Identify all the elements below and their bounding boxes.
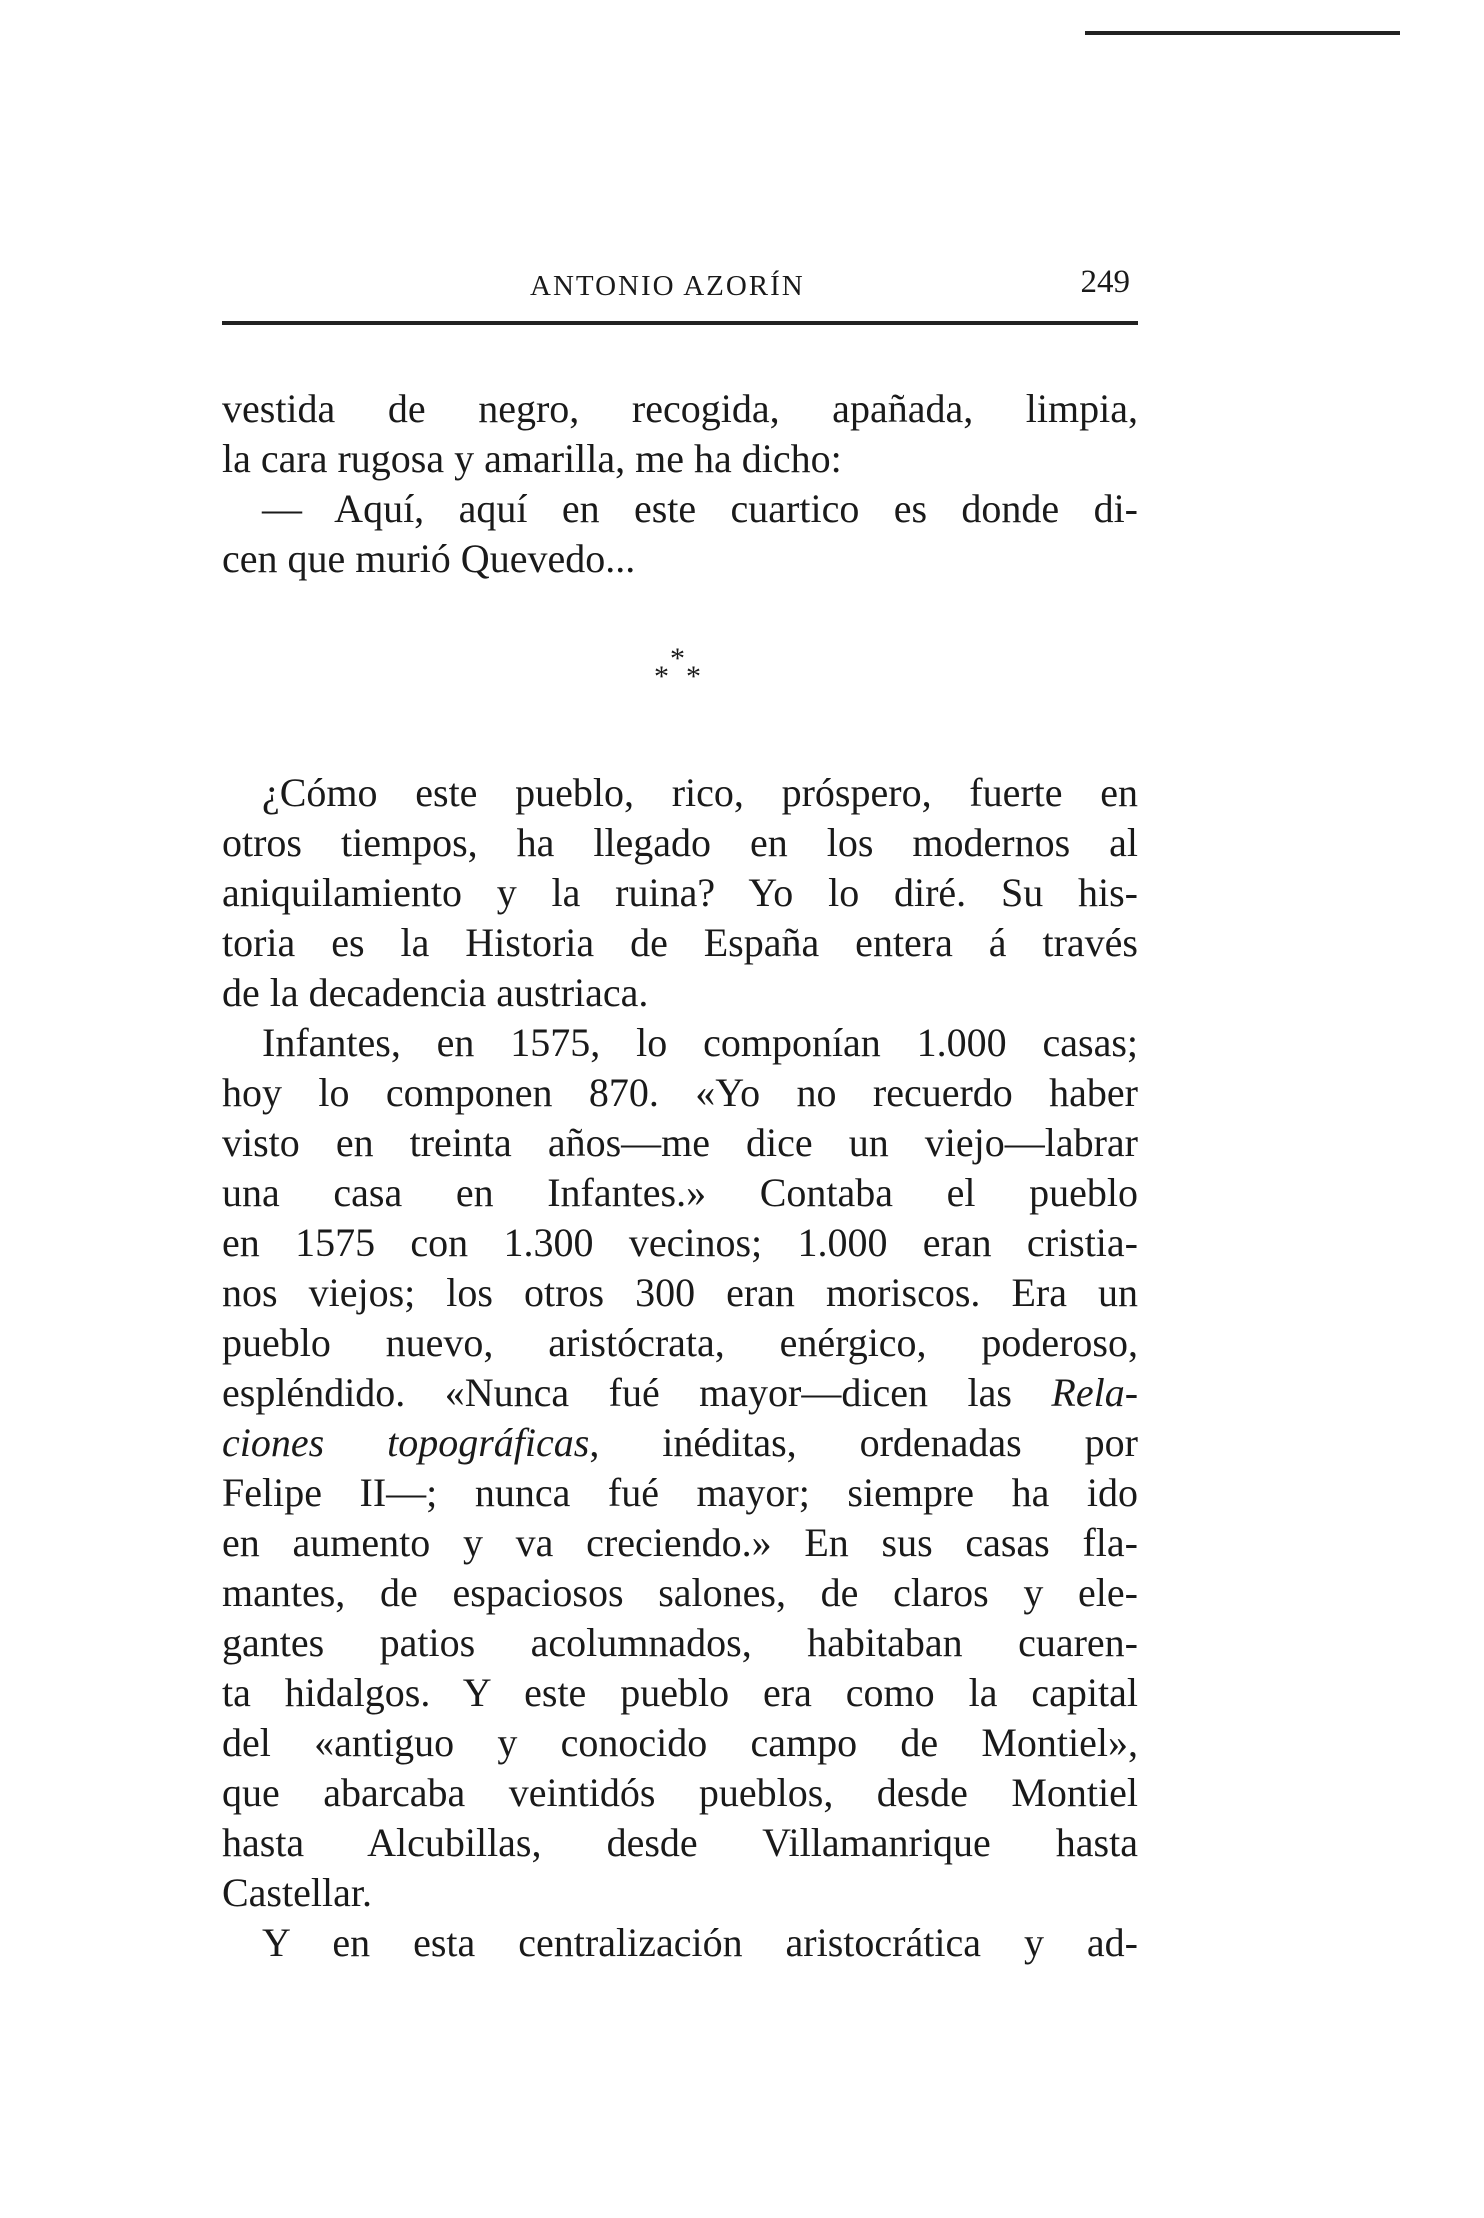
page-header: [222, 262, 1138, 312]
paragraph-quevedo: [222, 384, 1138, 584]
text-line: una casa en Infantes.» Contaba el pueblo: [222, 1170, 1138, 1215]
text-line: Y en esta centralización aristocrática y ad-: [262, 1920, 1138, 1965]
text-line: cen que murió Quevedo...: [222, 536, 636, 581]
asterism-star: *: [686, 660, 701, 693]
text-line: mantes, de espaciosos salones, de claros y ele-: [222, 1570, 1138, 1615]
text-line: de la decadencia austriaca.: [222, 970, 649, 1015]
text-line: pueblo nuevo, aristócrata, enérgico, poderoso,: [222, 1320, 1138, 1365]
text-line: que abarcaba veintidós pueblos, desde Montiel: [222, 1770, 1138, 1815]
text-line: Castellar.: [222, 1870, 372, 1915]
italic-title: ciones topográficas: [222, 1420, 590, 1465]
text-line: aniquilamiento y la ruina? Yo lo diré. Su his-: [222, 870, 1138, 915]
italic-title: Rela-: [1051, 1370, 1139, 1415]
text-segment: espléndido. «Nunca fué mayor—dicen las: [222, 1370, 1012, 1415]
text-line: en aumento y va creciendo.» En sus casas fla-: [222, 1520, 1138, 1565]
text-line: la cara rugosa y amarilla, me ha dicho:: [222, 436, 842, 481]
text-line: Infantes, en 1575, lo componían 1.000 casas;: [262, 1020, 1138, 1065]
page-number: 249: [1080, 264, 1130, 300]
text-line: ¿Cómo este pueblo, rico, próspero, fuerte en: [262, 770, 1138, 815]
text-line: gantes patios acolumnados, habitaban cuaren-: [222, 1620, 1138, 1665]
text-line: toria es la Historia de España entera á través: [222, 920, 1138, 965]
text-line: [222, 1418, 1138, 1468]
text-line: en 1575 con 1.300 vecinos; 1.000 eran cristia-: [222, 1220, 1138, 1265]
asterism-separator: [640, 642, 720, 702]
asterism-star: *: [654, 660, 669, 693]
text-segment: , inéditas, ordenadas por: [589, 1420, 1138, 1465]
text-line: otros tiempos, ha llegado en los modernos al: [222, 820, 1138, 865]
top-rule: [1085, 31, 1400, 35]
text-line: nos viejos; los otros 300 eran moriscos. Era un: [222, 1270, 1138, 1315]
paragraph-infantes: [222, 768, 1138, 1968]
text-line: del «antiguo y conocido campo de Montiel»,: [222, 1720, 1138, 1765]
text-line: ta hidalgos. Y este pueblo era como la capital: [222, 1670, 1138, 1715]
text-line: [222, 1368, 1138, 1418]
running-title: ANTONIO AZORÍN: [530, 270, 805, 302]
text-line: vestida de negro, recogida, apañada, limpia,: [222, 386, 1138, 431]
text-line: Felipe II—; nunca fué mayor; siempre ha ido: [222, 1470, 1138, 1515]
asterism-star: *: [670, 642, 685, 675]
text-line: hoy lo componen 870. «Yo no recuerdo haber: [222, 1070, 1138, 1115]
text-line: visto en treinta años—me dice un viejo—labrar: [222, 1120, 1138, 1165]
header-rule: [222, 321, 1138, 325]
text-line: hasta Alcubillas, desde Villamanrique hasta: [222, 1820, 1138, 1865]
text-line: — Aquí, aquí en este cuartico es donde di-: [262, 486, 1138, 531]
